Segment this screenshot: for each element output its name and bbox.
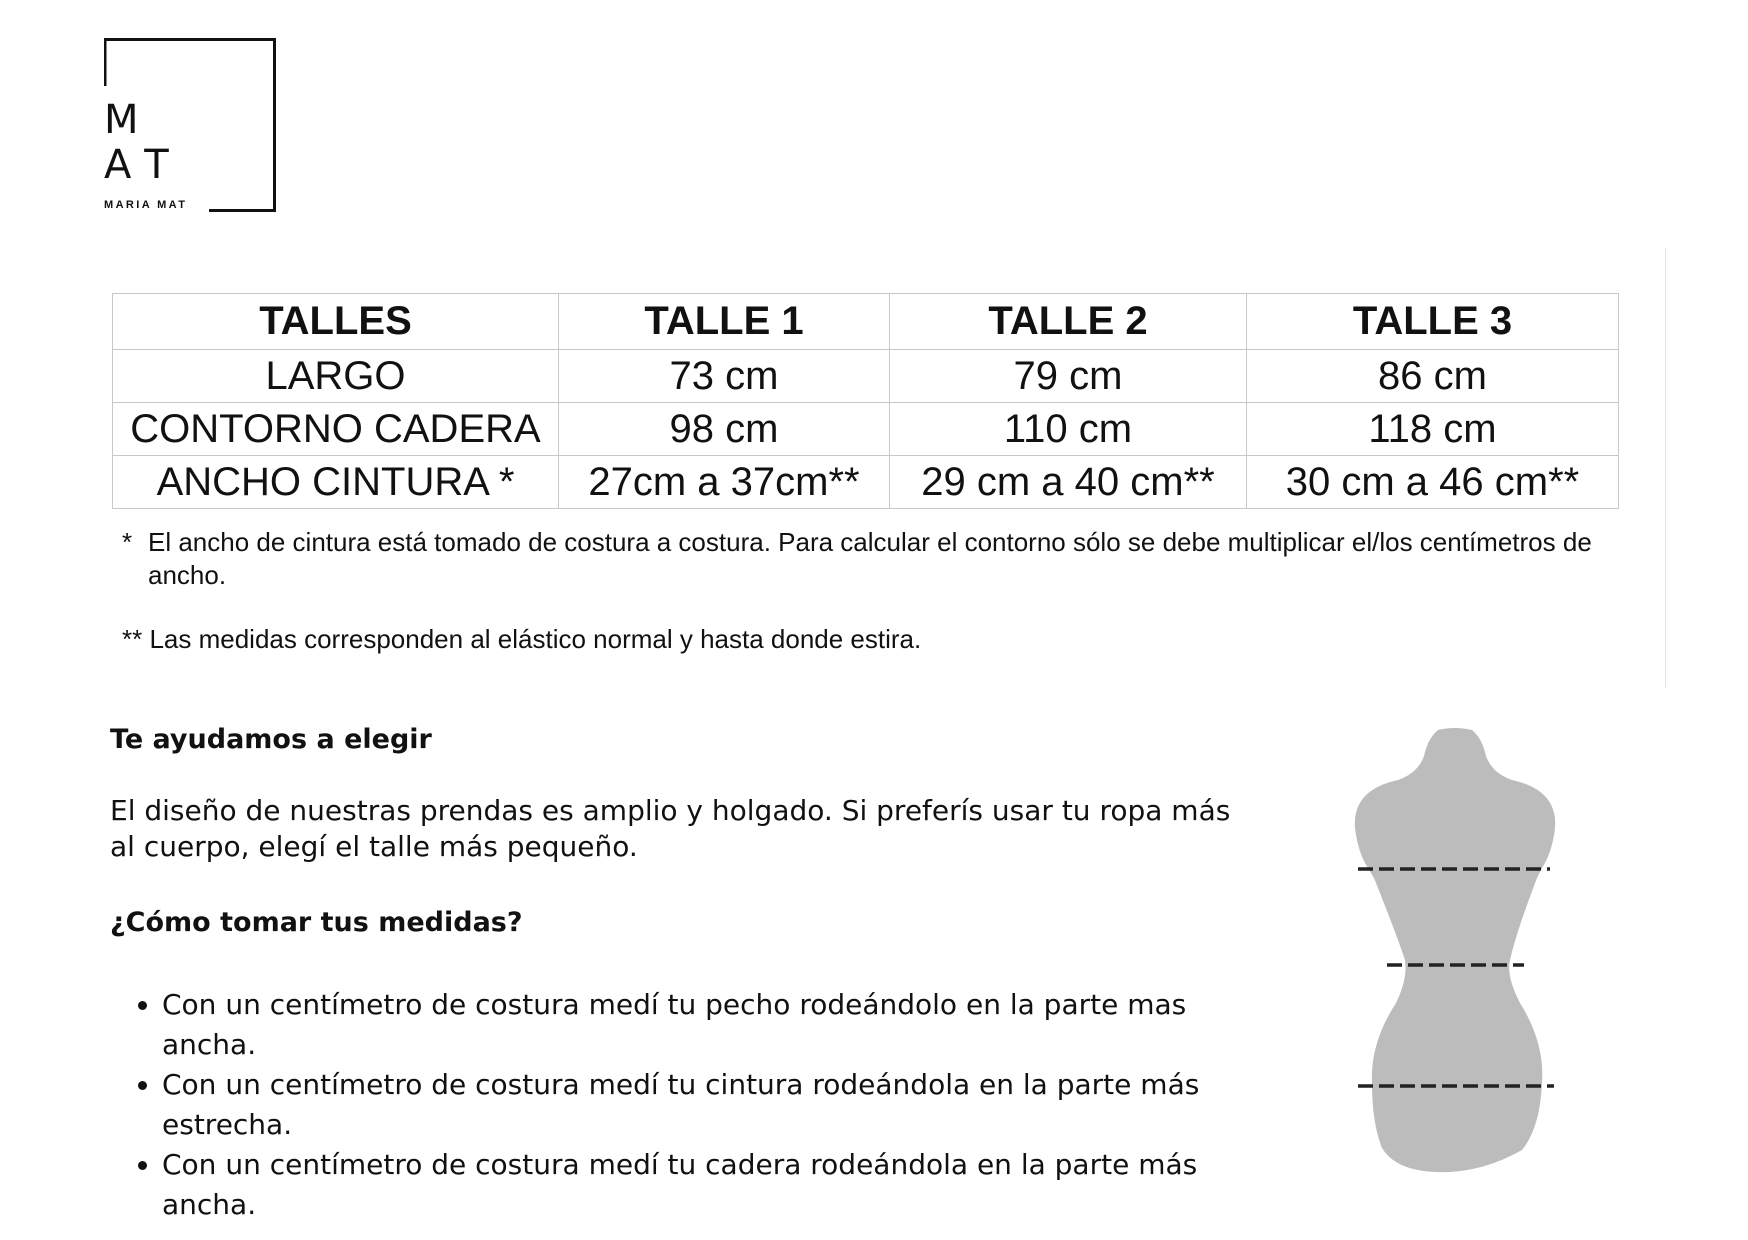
table-cell: 110 cm: [890, 403, 1247, 456]
divider-line: [1665, 248, 1666, 688]
header-cell: TALLE 1: [559, 294, 890, 350]
how-to-measure-heading: ¿Cómo tomar tus medidas?: [110, 907, 523, 938]
brand-logo: [104, 38, 276, 212]
table-row: [113, 456, 1619, 509]
measure-steps-list: [110, 985, 1242, 1225]
list-item: • Con un centímetro de costura medí tu cadera rodeándola en la parte más ancha.: [162, 1145, 1242, 1225]
list-item: • Con un centímetro de costura medí tu cintura rodeándola en la parte más estrecha.: [162, 1065, 1242, 1145]
dress-form-icon: [1340, 728, 1570, 1188]
table-cell: 118 cm: [1247, 403, 1619, 456]
table-row: [113, 350, 1619, 403]
row-label: LARGO: [113, 350, 559, 403]
size-table: [112, 293, 1619, 509]
table-cell: 29 cm a 40 cm**: [890, 456, 1247, 509]
table-cell: 79 cm: [890, 350, 1247, 403]
table-cell: 98 cm: [559, 403, 890, 456]
row-label: CONTORNO CADERA: [113, 403, 559, 456]
logo-letter-m: M: [104, 97, 141, 143]
footnote-marker: *: [122, 527, 133, 557]
footnote-elastic: ** Las medidas corresponden al elástico normal y hasta donde estira.: [122, 624, 922, 654]
logo-letters-at: AT: [104, 142, 185, 188]
header-cell: TALLE 2: [890, 294, 1247, 350]
help-heading: Te ayudamos a elegir: [110, 724, 432, 755]
table-cell: 30 cm a 46 cm**: [1247, 456, 1619, 509]
header-cell: TALLE 3: [1247, 294, 1619, 350]
help-paragraph: El diseño de nuestras prendas es amplio y holgado. Si preferís usar tu ropa más al cuerpo, elegí el talle más pequeño.: [110, 794, 1231, 863]
table-cell: 86 cm: [1247, 350, 1619, 403]
dress-form-body: [1355, 728, 1555, 1172]
logo-caption: MARIA MAT: [104, 199, 193, 211]
table-cell: 73 cm: [559, 350, 890, 403]
table-row: [113, 403, 1619, 456]
list-item: • Con un centímetro de costura medí tu pecho rodeándolo en la parte mas ancha.: [162, 985, 1242, 1065]
row-label: ANCHO CINTURA *: [113, 456, 559, 509]
table-header-row: [113, 294, 1619, 350]
footnote-waist-text: El ancho de cintura está tomado de costura a costura. Para calcular el contorno sólo se debe multiplicar el/los centímetros de ancho.: [148, 527, 1592, 590]
table-cell: 27cm a 37cm**: [559, 456, 890, 509]
footnote-waist: [122, 526, 1622, 592]
header-cell: TALLES: [113, 294, 559, 350]
